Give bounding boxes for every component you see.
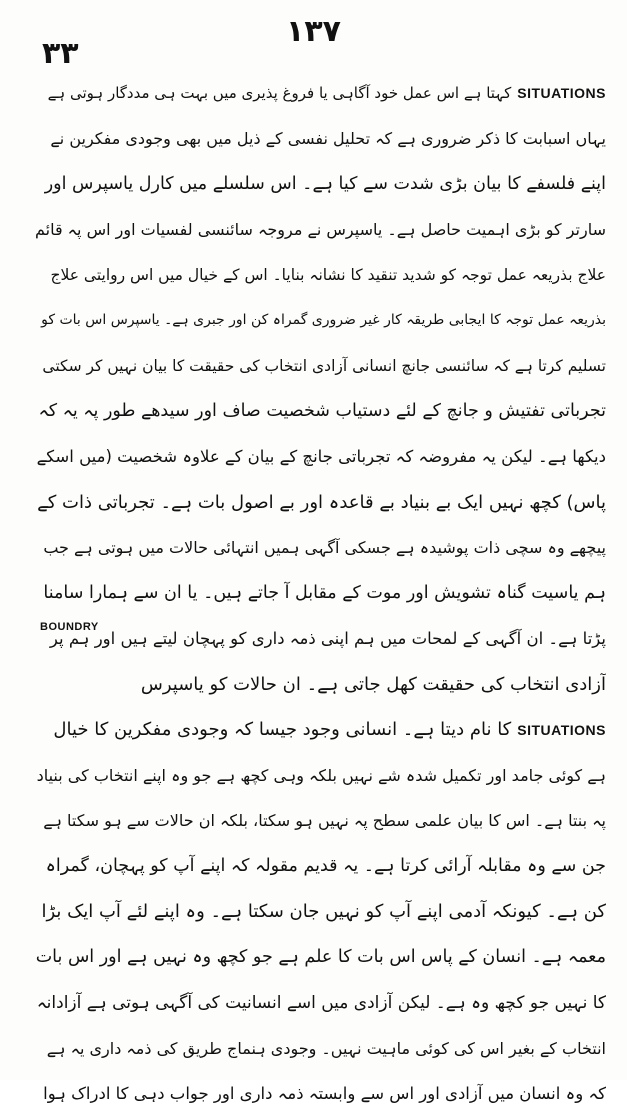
text-line: [34, 616, 606, 662]
latin-term: SITUATIONS: [517, 84, 606, 101]
text-line: [34, 662, 606, 708]
corner-number: ٣٣: [42, 36, 79, 71]
text-line: [34, 298, 606, 344]
text-line: [34, 935, 606, 981]
urdu-line-text: آزادی انتخاب کی حقیقت کھل جاتی ہے۔ ان حالات کو یاسپرس: [140, 673, 606, 695]
urdu-line-text: انتخاب کے بغیر اس کی کوئی ماہیت نہیں۔ وجودی ہنماج طریق کی ذمہ داری یہ ہے: [46, 1038, 606, 1058]
text-line: [34, 844, 606, 890]
urdu-line-text: پڑتا ہے۔ ان آگہی کے لمحات میں ہم اپنی ذمہ داری کو پہچان لیتے ہیں اور ہم پر: [49, 629, 606, 649]
text-line: [34, 70, 606, 116]
urdu-line-text: جن سے وہ مقابلہ آرائی کرتا ہے۔ یہ قدیم مقولہ کہ اپنے آپ کو پہچان، گمراہ: [45, 856, 606, 877]
text-line: [34, 1026, 606, 1072]
text-line: [34, 707, 606, 753]
urdu-line-text: یہاں اسبابت کا ذکر ضروری ہے کہ تحلیل نفسی کے ذیل میں بھی وجودی مفکرین نے: [50, 128, 606, 148]
text-line: [34, 1071, 606, 1117]
urdu-line-text: پہ بنتا ہے۔ اس کا بیان علمی سطح پہ نہیں ہو سکتا، بلکہ ان حالات سے ہو سکتا ہے: [43, 811, 606, 831]
urdu-line-text: معمہ ہے۔ انسان کے پاس اس بات کا علم ہے جو کچھ وہ نہیں ہے اور اس بات: [35, 947, 606, 968]
text-line: [34, 525, 606, 571]
urdu-line-text: ہم یاسیت گناہ تشویش اور موت کے مقابل آ جاتے ہیں۔ یا ان سے ہمارا سامنا: [43, 583, 606, 604]
text-line: [34, 343, 606, 389]
urdu-body-text: [34, 70, 606, 1117]
text-line: [34, 571, 606, 617]
text-line: [34, 116, 606, 162]
text-line: [34, 207, 606, 253]
text-line: [34, 798, 606, 844]
urdu-line-text: پاس) کچھ نہیں ایک بے بنیاد بے قاعدہ اور بے اصول بات ہے۔ تجرباتی ذات کے: [37, 491, 606, 513]
text-line: [34, 480, 606, 526]
text-line: [34, 434, 606, 480]
text-line: [34, 389, 606, 435]
urdu-line-text: پیچھے وہ سچی ذات پوشیدہ ہے جسکی آگہی ہمیں انتہائی حالات میں ہوتی ہے جب: [43, 538, 606, 558]
urdu-line-text: سارتر کو بڑی اہمیت حاصل ہے۔ یاسپرس نے مروجہ سائنسی لفسیات اور اس پہ قائم: [34, 219, 606, 239]
urdu-line-text: دیکھا ہے۔ لیکن یہ مفروضہ کہ تجرباتی جانچ کے بیان کے علاوہ شخصیت (میں اسکے: [36, 447, 606, 467]
text-line: [34, 889, 606, 935]
urdu-line-text: کہتا ہے اس عمل خود آگاہی یا فروغ پذیری میں بہت ہی مددگار ہوتی ہے: [47, 83, 512, 102]
urdu-line-text: کا نام دیتا ہے۔ انسانی وجود جیسا کہ وجودی مفکرین کا خیال: [53, 719, 512, 741]
urdu-line-text: کا نہیں جو کچھ وہ ہے۔ لیکن آزادی میں اسے انسانیت کی آگہی ہوتی ہے آزادانہ: [36, 993, 606, 1014]
urdu-line-text: ہے کوئی جامد اور تکمیل شدہ شے نہیں بلکہ وہی کچھ ہے جو وہ اپنے انتخاب کی بنیاد: [36, 765, 606, 785]
page-number: ١٣٧: [286, 14, 341, 49]
text-line: [34, 161, 606, 207]
urdu-line-text: علاج بذریعہ عمل توجہ کو شدید تنقید کا نشانہ بنایا۔ اس کے خیال میں اس روایتی علاج: [50, 265, 606, 284]
urdu-line-text: اپنے فلسفے کا بیان بڑی شدت سے کیا ہے۔ اس سلسلے میں کارل یاسپرس اور: [44, 173, 606, 194]
urdu-line-text: تجرباتی تفتیش و جانچ کے لئے دستیاب شخصیت صاف اور سیدھے طور پہ یہ کہ: [38, 401, 606, 422]
text-line: [34, 753, 606, 799]
urdu-line-text: تسلیم کرتا ہے کہ سائنسی جانچ انسانی آزادی انتخاب کی حقیقت کا بیان نہیں کر سکتی: [42, 356, 606, 375]
urdu-line-text: کہ وہ انسان میں آزادی اور اس سے وابستہ ذمہ داری اور جواب دہی کا ادراک ہوا: [43, 1084, 606, 1104]
urdu-line-text: کن ہے۔ کیونکہ آدمی اپنے آپ کو نہیں جان سکتا ہے۔ وہ اپنے لئے آپ ایک بڑا: [41, 901, 606, 923]
text-line: [34, 980, 606, 1026]
margin-note: BOUNDRY: [40, 621, 99, 633]
latin-term: SITUATIONS: [517, 721, 606, 738]
urdu-line-text: بذریعہ عمل توجہ کا ایجابی طریقہ کار غیر ضروری گمراہ کن اور جبری ہے۔ یاسپرس اس بات کو: [41, 312, 606, 329]
text-line: [34, 252, 606, 298]
